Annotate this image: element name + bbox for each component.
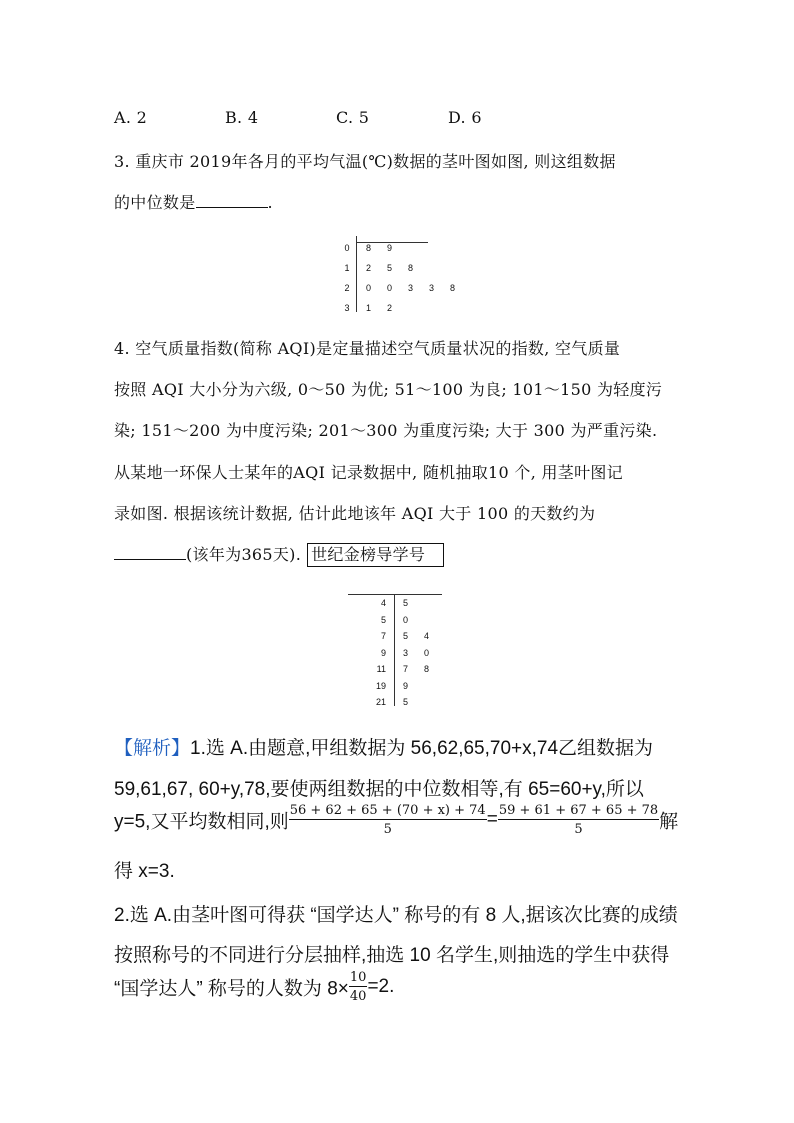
solution-line7 [114, 970, 394, 1004]
fraction-small [349, 970, 368, 1004]
fraction-numerator: 59 + 61 + 67 + 65 + 78 [498, 803, 659, 818]
q4-line1: 4. 空气质量指数(简称 AQI)是定量描述空气质量状况的指数, 空气质量 [114, 339, 621, 358]
solution-line4: 得 x=3. [114, 861, 175, 882]
q4-line5: 录如图. 根据该统计数据, 估计此地该年 AQI 大于 100 的天数约为 [114, 504, 596, 523]
solution-line3-text: y=5,又平均数相同,则 [114, 811, 289, 833]
stem-value: 4 [380, 598, 386, 608]
stem-value: 9 [380, 647, 386, 658]
solution-line6: 按照称号的不同进行分层抽样,抽选 10 名学生,则抽选的学生中获得 [114, 945, 670, 966]
leaf-value: 3 [408, 283, 414, 293]
leaf-value: 5 [403, 631, 409, 641]
leaf-value: 3 [429, 283, 435, 293]
fraction-left [289, 803, 487, 837]
plot-stem-divider [394, 594, 395, 706]
option-d: D. 6 [448, 108, 482, 127]
fraction-denominator: 40 [349, 989, 367, 1004]
plot-top-line [348, 594, 442, 595]
q4-line6 [114, 542, 444, 567]
fraction-numerator: 10 [349, 970, 367, 985]
q3-line2-end: . [267, 193, 273, 212]
leaf-value: 3 [403, 647, 409, 658]
leaf-value: 8 [450, 283, 456, 293]
stem-value: 3 [344, 303, 350, 313]
leaf-value: 5 [403, 697, 409, 707]
leaf-value: 1 [366, 303, 372, 313]
fraction-right [498, 803, 659, 837]
equals-sign: = [486, 809, 498, 830]
q4-line3: 染; 151～200 为中度污染; 201～300 为重度污染; 大于 300 为严重污染. [114, 421, 658, 440]
fraction-numerator: 56 + 62 + 65 + (70 + x) + 74 [289, 803, 486, 818]
solution-1-text: 1.选 A.由题意,甲组数据为 56,62,65,70+x,74乙组数据为 [190, 738, 654, 759]
option-b: B. 4 [225, 108, 259, 127]
stem-value: 0 [344, 243, 350, 253]
stem-value: 19 [375, 680, 386, 691]
leaf-value: 0 [366, 283, 372, 293]
stem-value: 5 [380, 614, 386, 625]
boxed-label: 世纪金榜导学号 [307, 543, 444, 567]
solution-line1 [114, 733, 653, 760]
leaf-value: 9 [387, 243, 393, 253]
stem-value: 21 [375, 697, 386, 707]
plot-stem-divider [356, 236, 357, 312]
stem-value: 2 [344, 283, 350, 293]
option-c: C. 5 [336, 108, 370, 127]
answer-blank [196, 191, 268, 208]
leaf-value: 4 [424, 631, 430, 641]
leaf-value: 5 [387, 263, 393, 273]
leaf-value: 7 [403, 664, 409, 674]
solution-line7-text: “国学达人” 称号的人数为 8× [114, 978, 349, 1000]
q3-line2 [114, 190, 273, 213]
solution-line7-end: =2. [367, 976, 395, 997]
leaf-value: 8 [408, 263, 414, 273]
stem-value: 7 [380, 631, 386, 641]
fraction-denominator: 5 [383, 822, 392, 837]
leaf-value: 2 [387, 303, 393, 313]
stem-leaf-plot-temperature [338, 236, 456, 316]
answer-blank [114, 543, 186, 560]
leaf-value: 0 [387, 283, 393, 293]
solution-line2: 59,61,67, 60+y,78,要使两组数据的中位数相等,有 65=60+y,所以 [114, 779, 644, 800]
q4-line2: 按照 AQI 大小分为六级, 0～50 为优; 51～100 为良; 101～150 为轻度污 [114, 380, 663, 399]
option-a: A. 2 [114, 108, 148, 127]
q4-line4: 从某地一环保人士某年的AQI 记录数据中, 随机抽取10 个, 用茎叶图记 [114, 463, 623, 482]
solution-line5: 2.选 A.由茎叶图可得获 “国学达人” 称号的有 8 人,据该次比赛的成绩 [114, 905, 678, 926]
q3-line1: 3. 重庆市 2019年各月的平均气温(℃)数据的茎叶图如图, 则这组数据 [114, 152, 616, 171]
stem-value: 11 [376, 664, 386, 674]
fraction-denominator: 5 [574, 822, 583, 837]
solution-tag: 【解析】 [114, 738, 191, 759]
stem-leaf-plot-aqi [348, 590, 458, 710]
solution-line3 [114, 803, 678, 837]
solution-line3-end: 解 [659, 811, 679, 833]
leaf-value: 0 [403, 614, 409, 625]
q4-line6-text: (该年为365天). [186, 545, 302, 564]
leaf-value: 8 [424, 664, 430, 674]
leaf-value: 5 [403, 598, 409, 608]
leaf-value: 0 [424, 647, 430, 658]
stem-value: 1 [344, 263, 350, 273]
leaf-value: 2 [366, 263, 372, 273]
leaf-value: 8 [366, 243, 372, 253]
q3-line2-text: 的中位数是 [114, 193, 196, 212]
leaf-value: 9 [403, 680, 409, 691]
